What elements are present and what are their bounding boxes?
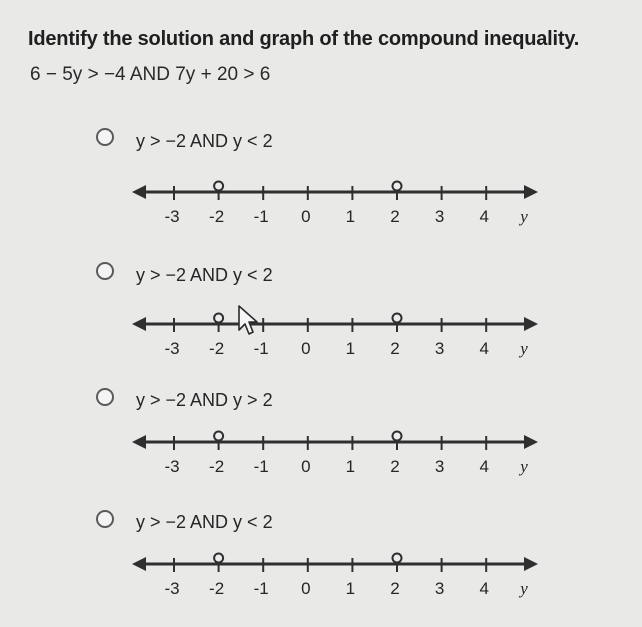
tick-label: -2 — [209, 457, 225, 476]
right-arrow-icon — [524, 435, 538, 449]
left-arrow-icon — [132, 435, 146, 449]
open-circle-right — [393, 432, 402, 441]
question-inequality: 6 − 5y > −4 AND 7y + 20 > 6 — [30, 64, 271, 85]
tick-label: 0 — [301, 579, 311, 598]
tick-label: 1 — [345, 457, 356, 476]
left-arrow-icon — [132, 557, 146, 571]
option-radio-2[interactable] — [96, 262, 114, 280]
option-radio-3[interactable] — [96, 388, 114, 406]
tick-label: -1 — [253, 457, 269, 476]
variable-label: y — [520, 579, 528, 598]
variable-label: y — [520, 339, 528, 358]
tick-label: 4 — [479, 579, 489, 598]
tick-label: 3 — [434, 579, 445, 598]
tick-label: 4 — [479, 339, 489, 358]
tick-label: 2 — [390, 339, 400, 358]
open-circle-left — [214, 182, 223, 191]
tick-label: -3 — [164, 207, 180, 226]
tick-label: 0 — [301, 457, 311, 476]
right-arrow-icon — [524, 185, 538, 199]
tick-label: 2 — [390, 207, 400, 226]
number-line-3 — [130, 428, 540, 488]
number-line-2 — [130, 310, 540, 370]
left-arrow-icon — [132, 185, 146, 199]
variable-label: y — [520, 457, 528, 476]
tick-label: 3 — [434, 207, 445, 226]
tick-label: -3 — [164, 579, 180, 598]
option-radio-4[interactable] — [96, 510, 114, 528]
tick-label: 4 — [479, 207, 489, 226]
tick-label: 3 — [434, 457, 445, 476]
tick-label: 2 — [390, 457, 400, 476]
tick-label: -1 — [253, 579, 269, 598]
option-label-4[interactable]: y > −2 AND y < 2 — [136, 512, 273, 532]
option-radio-1[interactable] — [96, 128, 114, 146]
tick-label: -2 — [209, 579, 225, 598]
tick-label: 1 — [345, 579, 356, 598]
question-title: Identify the solution and graph of the compound inequality. — [28, 28, 580, 50]
right-arrow-icon — [524, 557, 538, 571]
open-circle-right — [393, 554, 402, 563]
tick-label: -1 — [253, 207, 269, 226]
open-circle-left — [214, 554, 223, 563]
tick-label: 2 — [390, 579, 400, 598]
tick-label: 4 — [479, 457, 489, 476]
right-arrow-icon — [524, 317, 538, 331]
tick-label: 0 — [301, 339, 311, 358]
number-line-1 — [130, 178, 540, 238]
tick-label: -2 — [209, 207, 225, 226]
tick-label: 0 — [301, 207, 311, 226]
tick-label: -1 — [253, 339, 269, 358]
open-circle-left — [214, 314, 223, 323]
tick-label: -3 — [164, 339, 180, 358]
option-label-1[interactable]: y > −2 AND y < 2 — [136, 131, 273, 151]
open-circle-right — [393, 314, 402, 323]
tick-label: 1 — [345, 207, 356, 226]
option-label-2[interactable]: y > −2 AND y < 2 — [136, 265, 273, 285]
tick-label: 1 — [345, 339, 356, 358]
tick-label: -3 — [164, 457, 180, 476]
number-line-4 — [130, 550, 540, 610]
option-label-3[interactable]: y > −2 AND y > 2 — [136, 390, 273, 410]
open-circle-right — [393, 182, 402, 191]
open-circle-left — [214, 432, 223, 441]
mouse-cursor-icon — [236, 303, 270, 339]
variable-label: y — [520, 207, 528, 226]
left-arrow-icon — [132, 317, 146, 331]
tick-label: 3 — [434, 339, 445, 358]
tick-label: -2 — [209, 339, 225, 358]
